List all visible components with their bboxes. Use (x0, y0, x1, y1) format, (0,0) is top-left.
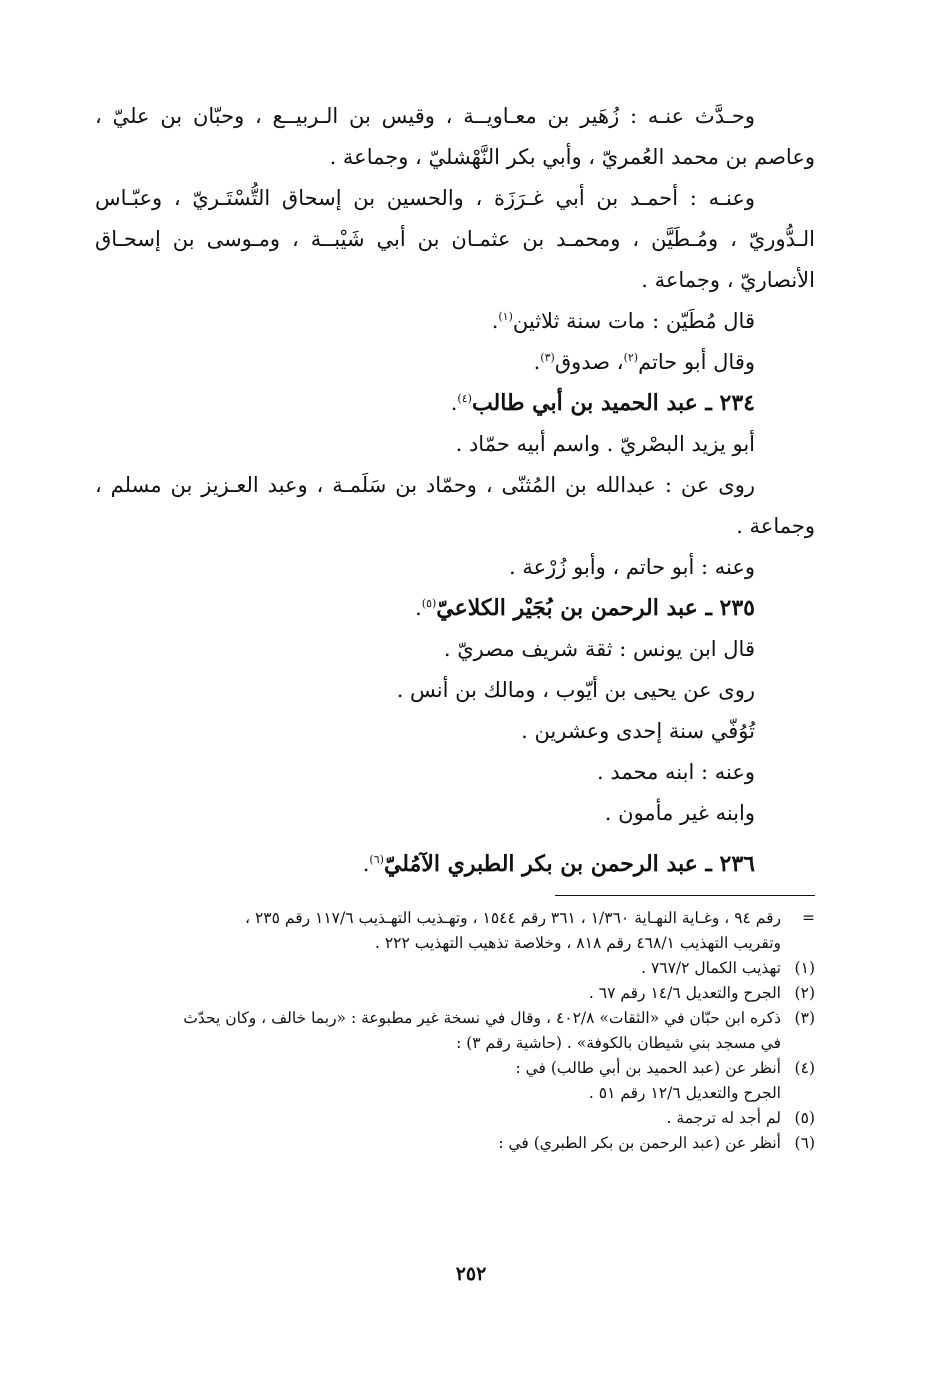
footnote-mark: (٥) (794, 1109, 815, 1127)
footnote-mark: (٤) (794, 1059, 815, 1077)
footnote-6 (95, 1131, 815, 1156)
text: . (415, 596, 422, 620)
page-number: ٢٥٢ (455, 1263, 487, 1285)
body-line: وحـدَّث عنـه : زُهَير بن معـاويــة ، وقيس بن الـربيــع ، وحبّان بن عليّ ، (95, 104, 755, 128)
body-line: وعنه : ابنه محمد . (597, 760, 755, 784)
body-line: الأنصاريّ ، وجماعة . (641, 268, 815, 292)
text: . (533, 350, 541, 374)
page-body (95, 96, 815, 1156)
footnote-3 (95, 1006, 815, 1056)
footnote-text: أنظر عن (عبد الحميد بن أبي طالب) في : (515, 1059, 781, 1077)
footnote-text: لم أجد له ترجمة . (666, 1109, 781, 1127)
footnote-ref: (٤) (457, 392, 472, 405)
footnote-2 (95, 981, 815, 1006)
footnote-mark: (١) (794, 959, 815, 977)
heading-text: ٢٣٤ ـ عبد الحميد بن أبي طالب (471, 390, 755, 416)
body-line: وعاصم بن محمد العُمريّ ، وأبي بكر النَّهْشليّ ، وجماعة . (329, 145, 815, 169)
body-line: روى عن : عبدالله بن المُثنّى ، وحمّاد بن سَلَمـة ، وعبد العـزيز بن مسلم ، (95, 473, 755, 497)
footnote-text: تهذيب الكمال ٧٦٧/٢ . (641, 959, 781, 977)
heading-text: ٢٣٦ ـ عبد الرحمن بن بكر الطبري الآمُليّ (383, 851, 755, 877)
footnote-continued (95, 906, 815, 956)
footnote-ref: (١) (498, 310, 513, 323)
footnote-4 (95, 1056, 815, 1106)
footnote-divider (555, 895, 815, 896)
body-line: تُوُفّي سنة إحدى وعشرين . (521, 719, 755, 743)
body-line: وابنه غير مأمون . (604, 801, 755, 825)
text: . (491, 309, 499, 333)
footnote-ref: (٢) (623, 351, 639, 364)
footnote-mark: (٦) (794, 1134, 815, 1152)
body-line: وعنـه : أحمـد بن أبي غـرَزَة ، والحسين بن إسحاق التُّسْتَـريّ ، وعبّـاس (95, 186, 755, 210)
body-line: الـدُّوريّ ، ومُـطَيَّن ، ومحمـد بن عثمـان بن أبي شَيْبــة ، ومـوسى بن إسحـاق (95, 227, 815, 251)
footnote-5 (95, 1106, 815, 1131)
footnote-mark: (٣) (794, 1009, 815, 1027)
footnote-text: وتقريب التهذيب ٤٦٨/١ رقم ٨١٨ ، وخلاصة تذهيب التهذيب ٢٢٢ . (374, 934, 781, 952)
entry-heading-234 (95, 383, 815, 424)
body-line: وعنه : أبو حاتم ، وأبو زُرْعة . (509, 555, 755, 579)
text: قال مُطَيّن : مات سنة ثلاثين (512, 309, 755, 333)
body-line: روى عن يحيى بن أيّوب ، ومالك بن أنس . (396, 678, 755, 702)
footnote-text: في مسجد بني شيطان بالكوفة» . (حاشية رقم ٣) : (456, 1034, 781, 1052)
footnote-ref: (٥) (421, 597, 437, 610)
text: ، صدوق (554, 350, 624, 374)
text: . (450, 391, 458, 415)
footnote-text: ذكره ابن حبّان في «الثقات» ٤٠٢/٨ ، وقال في نسخة غير مطبوعة : «ربما خالف ، وكان يحدّث (183, 1009, 781, 1027)
body-line: وجماعة . (736, 514, 815, 538)
body-line (95, 342, 815, 383)
heading-text: ٢٣٥ ـ عبد الرحمن بن بُجَيْر الكلاعيّ (436, 595, 755, 621)
footnote-1 (95, 956, 815, 981)
entry-heading-236 (95, 844, 815, 885)
entry-heading-235 (95, 588, 815, 629)
text: . (362, 852, 370, 876)
footnote-mark: = (802, 909, 815, 927)
footnote-text: أنظر عن (عبد الرحمن بن بكر الطبري) في : (498, 1134, 781, 1152)
footnote-text: الجرح والتعديل ١٢/٦ رقم ٥١ . (588, 1084, 781, 1102)
footnote-text: الجرح والتعديل ١٤/٦ رقم ٦٧ . (588, 984, 781, 1002)
body-line: أبو يزيد البصْريّ . واسم أبيه حمّاد . (455, 432, 755, 456)
body-line: قال ابن يونس : ثقة شريف مصريّ . (443, 637, 755, 661)
text: وقال أبو حاتم (638, 350, 755, 374)
footnote-ref: (٣) (540, 351, 555, 364)
footnote-text: رقم ٩٤ ، وغـاية النهـاية ١/٣٦٠ ، ٣٦١ رقم ١٥٤٤ ، وتهـذيب التهـذيب ١١٧/٦ رقم ٢٣٥ ، (245, 909, 781, 927)
footnote-mark: (٢) (794, 984, 815, 1002)
footnote-ref: (٦) (369, 853, 384, 866)
body-line (95, 301, 815, 342)
